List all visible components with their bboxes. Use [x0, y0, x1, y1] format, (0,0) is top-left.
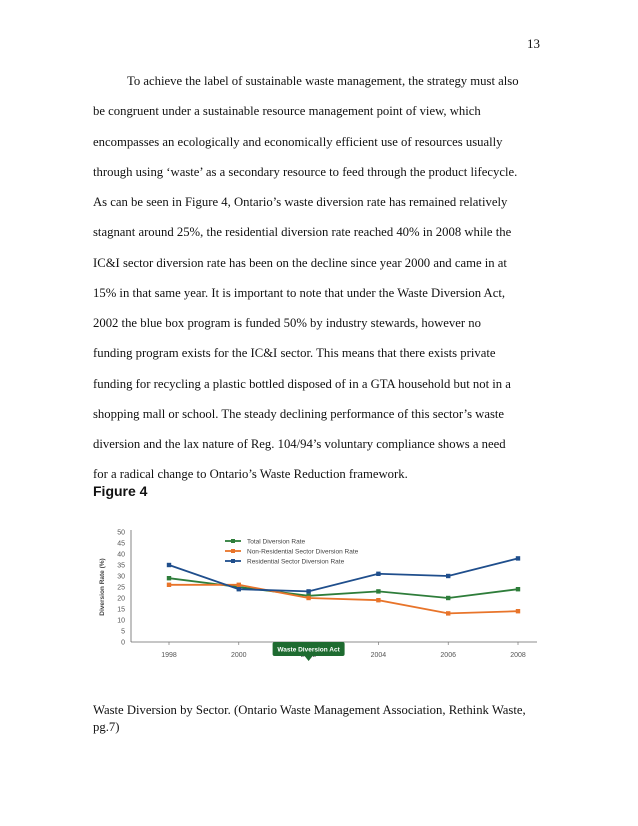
- body-line: be congruent under a sustainable resource management point of view, which: [93, 104, 481, 119]
- body-paragraph: [93, 66, 545, 490]
- body-line: diversion and the lax nature of Reg. 104/94’s voluntary compliance shows a need: [93, 437, 506, 451]
- data-point: [167, 583, 171, 587]
- x-tick-label: 2004: [370, 652, 387, 659]
- series-line: [169, 578, 518, 598]
- body-line: funding for recycling a plastic bottled disposed of in a GTA household but not in a: [93, 376, 511, 391]
- body-line: IC&I sector diversion rate has been on the decline since year 2000 and came in at: [93, 255, 507, 270]
- data-point: [376, 572, 380, 576]
- body-line: 2002 the blue box program is funded 50% by industry stewards, however no: [93, 316, 481, 330]
- diversion-rate-chart: [92, 522, 542, 692]
- data-point: [376, 589, 380, 593]
- series-line: [169, 585, 518, 614]
- body-line: encompasses an ecologically and economically efficient use of resources usually: [93, 134, 503, 149]
- data-point: [306, 596, 310, 600]
- x-tick-label: 2000: [231, 652, 247, 659]
- y-tick-label: 25: [117, 584, 125, 592]
- y-tick-label: 45: [117, 540, 125, 548]
- x-tick-label: 1998: [161, 652, 177, 659]
- y-tick-label: 40: [117, 551, 125, 559]
- legend-swatch-marker: [231, 559, 235, 563]
- data-point: [237, 583, 241, 587]
- legend-entry: Residential Sector Diversion Rate: [247, 558, 345, 566]
- data-point: [516, 556, 520, 560]
- annotation-label: Waste Diversion Act: [277, 646, 340, 654]
- y-tick-label: 50: [117, 529, 125, 537]
- data-point: [516, 587, 520, 591]
- body-line: As can be seen in Figure 4, Ontario’s waste diversion rate has remained relatively: [93, 195, 508, 209]
- data-point: [237, 587, 241, 591]
- body-line: through using ‘waste’ as a secondary resource to feed through the product lifecycle.: [93, 164, 518, 179]
- y-axis-label: Diversion Rate (%): [99, 558, 106, 616]
- y-tick-label: 20: [117, 595, 125, 603]
- body-line: stagnant around 25%, the residential diversion rate reached 40% in 2008 while the: [93, 225, 512, 240]
- chart-svg: [92, 522, 542, 692]
- body-line: for a radical change to Ontario’s Waste Reduction framework.: [93, 467, 408, 482]
- body-line: To achieve the label of sustainable waste management, the strategy must also: [127, 74, 519, 88]
- data-point: [446, 574, 450, 578]
- y-tick-label: 10: [117, 617, 125, 625]
- data-point: [516, 609, 520, 613]
- y-tick-label: 5: [121, 628, 125, 636]
- figure-caption: Waste Diversion by Sector. (Ontario Waste Management Association, Rethink Waste, pg.7): [93, 703, 526, 734]
- body-line: 15% in that same year. It is important to note that under the Waste Diversion Act,: [93, 285, 506, 300]
- y-tick-label: 15: [117, 606, 125, 614]
- y-tick-label: 35: [117, 562, 125, 570]
- data-point: [446, 611, 450, 615]
- legend-swatch-marker: [231, 539, 235, 543]
- data-point: [446, 596, 450, 600]
- x-tick-label: 2006: [440, 652, 456, 659]
- figure-heading: Figure 4: [93, 483, 148, 499]
- legend-entry: Total Diversion Rate: [247, 538, 306, 546]
- legend-swatch-marker: [231, 549, 235, 553]
- body-line: funding program exists for the IC&I sector. This means that there exists private: [93, 346, 496, 361]
- page-number: 13: [527, 36, 540, 51]
- data-point: [306, 589, 310, 593]
- data-point: [376, 598, 380, 602]
- legend-entry: Non-Residential Sector Diversion Rate: [247, 548, 359, 556]
- y-tick-label: 0: [121, 639, 125, 647]
- y-tick-label: 30: [117, 573, 125, 581]
- data-point: [167, 563, 171, 567]
- data-point: [167, 576, 171, 580]
- x-tick-label: 2008: [510, 652, 526, 659]
- body-line: shopping mall or school. The steady declining performance of this sector’s waste: [93, 406, 505, 421]
